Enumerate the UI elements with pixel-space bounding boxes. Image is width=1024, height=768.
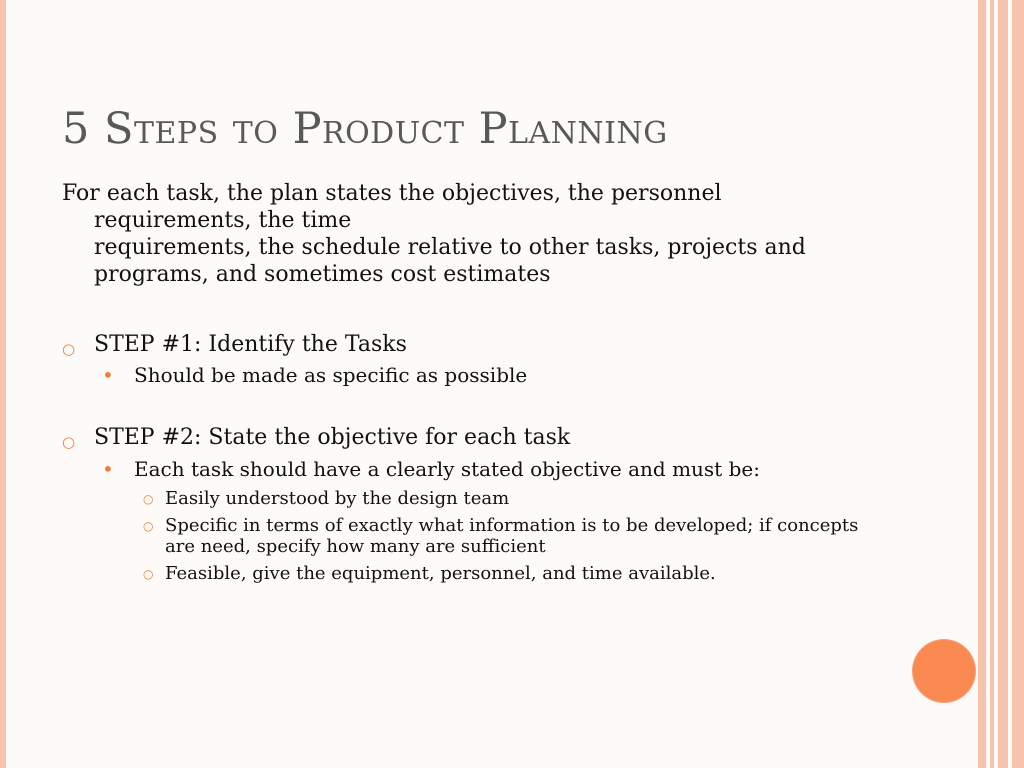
- subpoint-text: Specific in terms of exactly what information is to be developed; if concepts are need, specify how many are sufficient: [165, 515, 859, 557]
- slide-title: 5 Steps to Product Planning: [62, 104, 668, 154]
- dot-bullet-icon: •: [102, 363, 114, 387]
- border-stripe: [990, 0, 994, 768]
- step-item-1: [62, 331, 882, 359]
- circle-bullet-icon: ○: [62, 433, 76, 451]
- intro-paragraph: For each task, the plan states the objectives, the personnel requirements, the time requirements, the schedule relative to other tasks, projects and programs, and sometimes cost estimates: [62, 181, 806, 287]
- decorative-circle: [913, 640, 975, 702]
- left-border: [0, 0, 6, 768]
- subpoint-item: [62, 563, 882, 584]
- circle-bullet-icon: ○: [143, 519, 154, 533]
- subpoint-item: [62, 488, 882, 509]
- step-label: STEP #2: State the objective for each task: [94, 425, 571, 450]
- border-stripe: [978, 0, 986, 768]
- point-item: [62, 362, 882, 388]
- step-item-2: [62, 424, 882, 452]
- right-border-stripes: [978, 0, 1024, 768]
- point-text: Each task should have a clearly stated objective and must be:: [134, 457, 760, 481]
- dot-bullet-icon: •: [102, 457, 114, 481]
- subpoint-item: [62, 515, 877, 557]
- point-item: [62, 456, 858, 482]
- subpoint-text: Easily understood by the design team: [165, 488, 510, 509]
- circle-bullet-icon: ○: [62, 340, 76, 358]
- border-stripe: [998, 0, 1008, 768]
- slide-content: [62, 180, 882, 584]
- circle-bullet-icon: ○: [143, 567, 154, 581]
- circle-bullet-icon: ○: [143, 492, 154, 506]
- border-stripe: [1012, 0, 1024, 768]
- step-label: STEP #1: Identify the Tasks: [94, 332, 407, 357]
- subpoint-text: Feasible, give the equipment, personnel, and time available.: [165, 563, 716, 584]
- point-text: Should be made as specific as possible: [134, 363, 528, 387]
